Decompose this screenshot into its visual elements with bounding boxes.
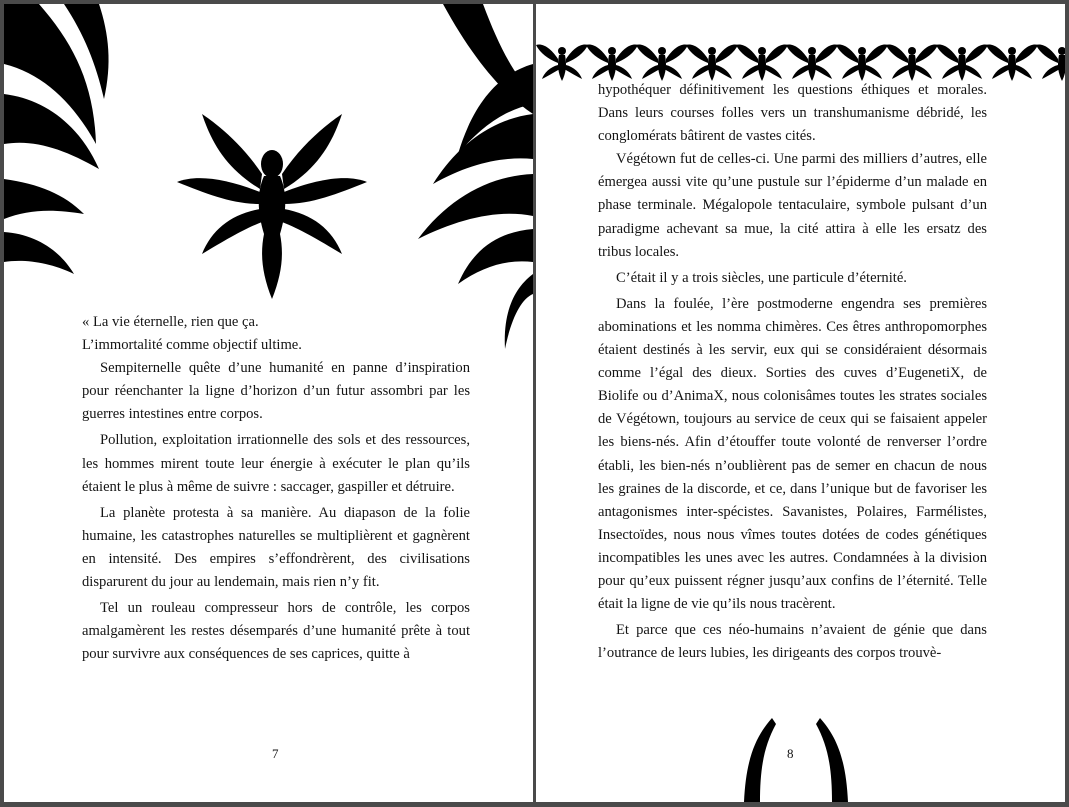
page-number: 7 — [272, 746, 279, 761]
paragraph: Pollution, exploitation irrationnelle des sols et des ressources, les hommes mirent toute leur énergie à exécuter le plan qu’ils étaient le plus à même de suivre : saccager, gaspiller et détruire. — [82, 432, 470, 495]
flourish-ornament-left-icon — [4, 4, 134, 324]
page-number: 8 — [787, 746, 794, 761]
right-page — [536, 4, 1065, 802]
left-page-text — [82, 311, 470, 666]
paragraph: Tel un rouleau compresseur hors de contrôle, les corpos amalgamèrent les restes désemparés d’une humanité prête à tout pour survivre aux conséquences de ses caprices, quitte à — [82, 600, 470, 663]
fairy-border-ornament-icon — [536, 37, 1065, 83]
fairy-silhouette-icon — [172, 114, 372, 304]
paragraph: Et parce que ces néo-humains n’avaient de génie que dans l’outrance de leurs lubies, les dirigeants des corpos trouvè- — [598, 622, 987, 662]
paragraph: C’était il y a trois siècles, une particule d’éternité. — [616, 269, 907, 286]
paragraph: L’immortalité comme objectif ultime. — [82, 337, 302, 354]
horn-ornament-icon — [736, 718, 856, 802]
paragraph: Dans la foulée, l’ère postmoderne engendra ses premières abominations et les nomma chimères. Ces êtres anthropomorphes étaient destinés à les servir, eux qui se considéraient désormais comme l’égal des dieux. Sorties des cuves d’EugenetiX, de Biolife ou d’AnimaX, nous colonisâmes toutes les strates sociales de Végétown, toujours au service de ceux qui se faisaient appeler les biens-nés. Afin d’étouffer toute volonté de renverser l’ordre établi, les bien-nés n’oublièrent pas de semer en chacun de nous les graines de la discorde, et ce, dans l’unique but de favoriser les antagonismes inter-spécistes. Savanistes, Polaires, Farmélistes, Insectoïdes, nous nous vîmes toutes dotées de codes génétiques incompatibles les unes avec les autres. Condamnées à la division pour qu’eux puissent régner jusqu’aux confins de l’éternité. Telle était la ligne de vie qu’ils nous tracèrent. — [598, 295, 987, 613]
paragraph: La planète protesta à sa manière. Au diapason de la folie humaine, les catastrophes naturelles se multiplièrent et gagnèrent en intensité. Des empires s’effondrèrent, des civilisations disparurent du jour au lendemain, mais rien n’y fit. — [82, 504, 470, 591]
paragraph: Végétown fut de celles-ci. Une parmi des milliers d’autres, elle émergea aussi vite qu’une pustule sur l’épiderme d’un malade en phase terminale. Mégalopole tentaculaire, symbole pulsant d’un paradigme achevant sa mue, la cité attira à elle les ersatz des tribus locales. — [598, 151, 987, 260]
right-page-text — [598, 79, 987, 665]
paragraph: « La vie éternelle, rien que ça. — [82, 314, 259, 330]
left-page — [4, 4, 533, 802]
paragraph: hypothéquer définitivement les questions éthiques et morales. Dans leurs courses folles vers un transhumanisme débridé, les conglomérats bâtirent de vastes cités. — [598, 82, 987, 145]
flourish-ornament-right-icon — [403, 4, 533, 354]
paragraph: Sempiternelle quête d’une humanité en panne d’inspiration pour réenchanter la ligne d’horizon d’un futur assombri par les guerres intestines entre corpos. — [82, 360, 470, 423]
